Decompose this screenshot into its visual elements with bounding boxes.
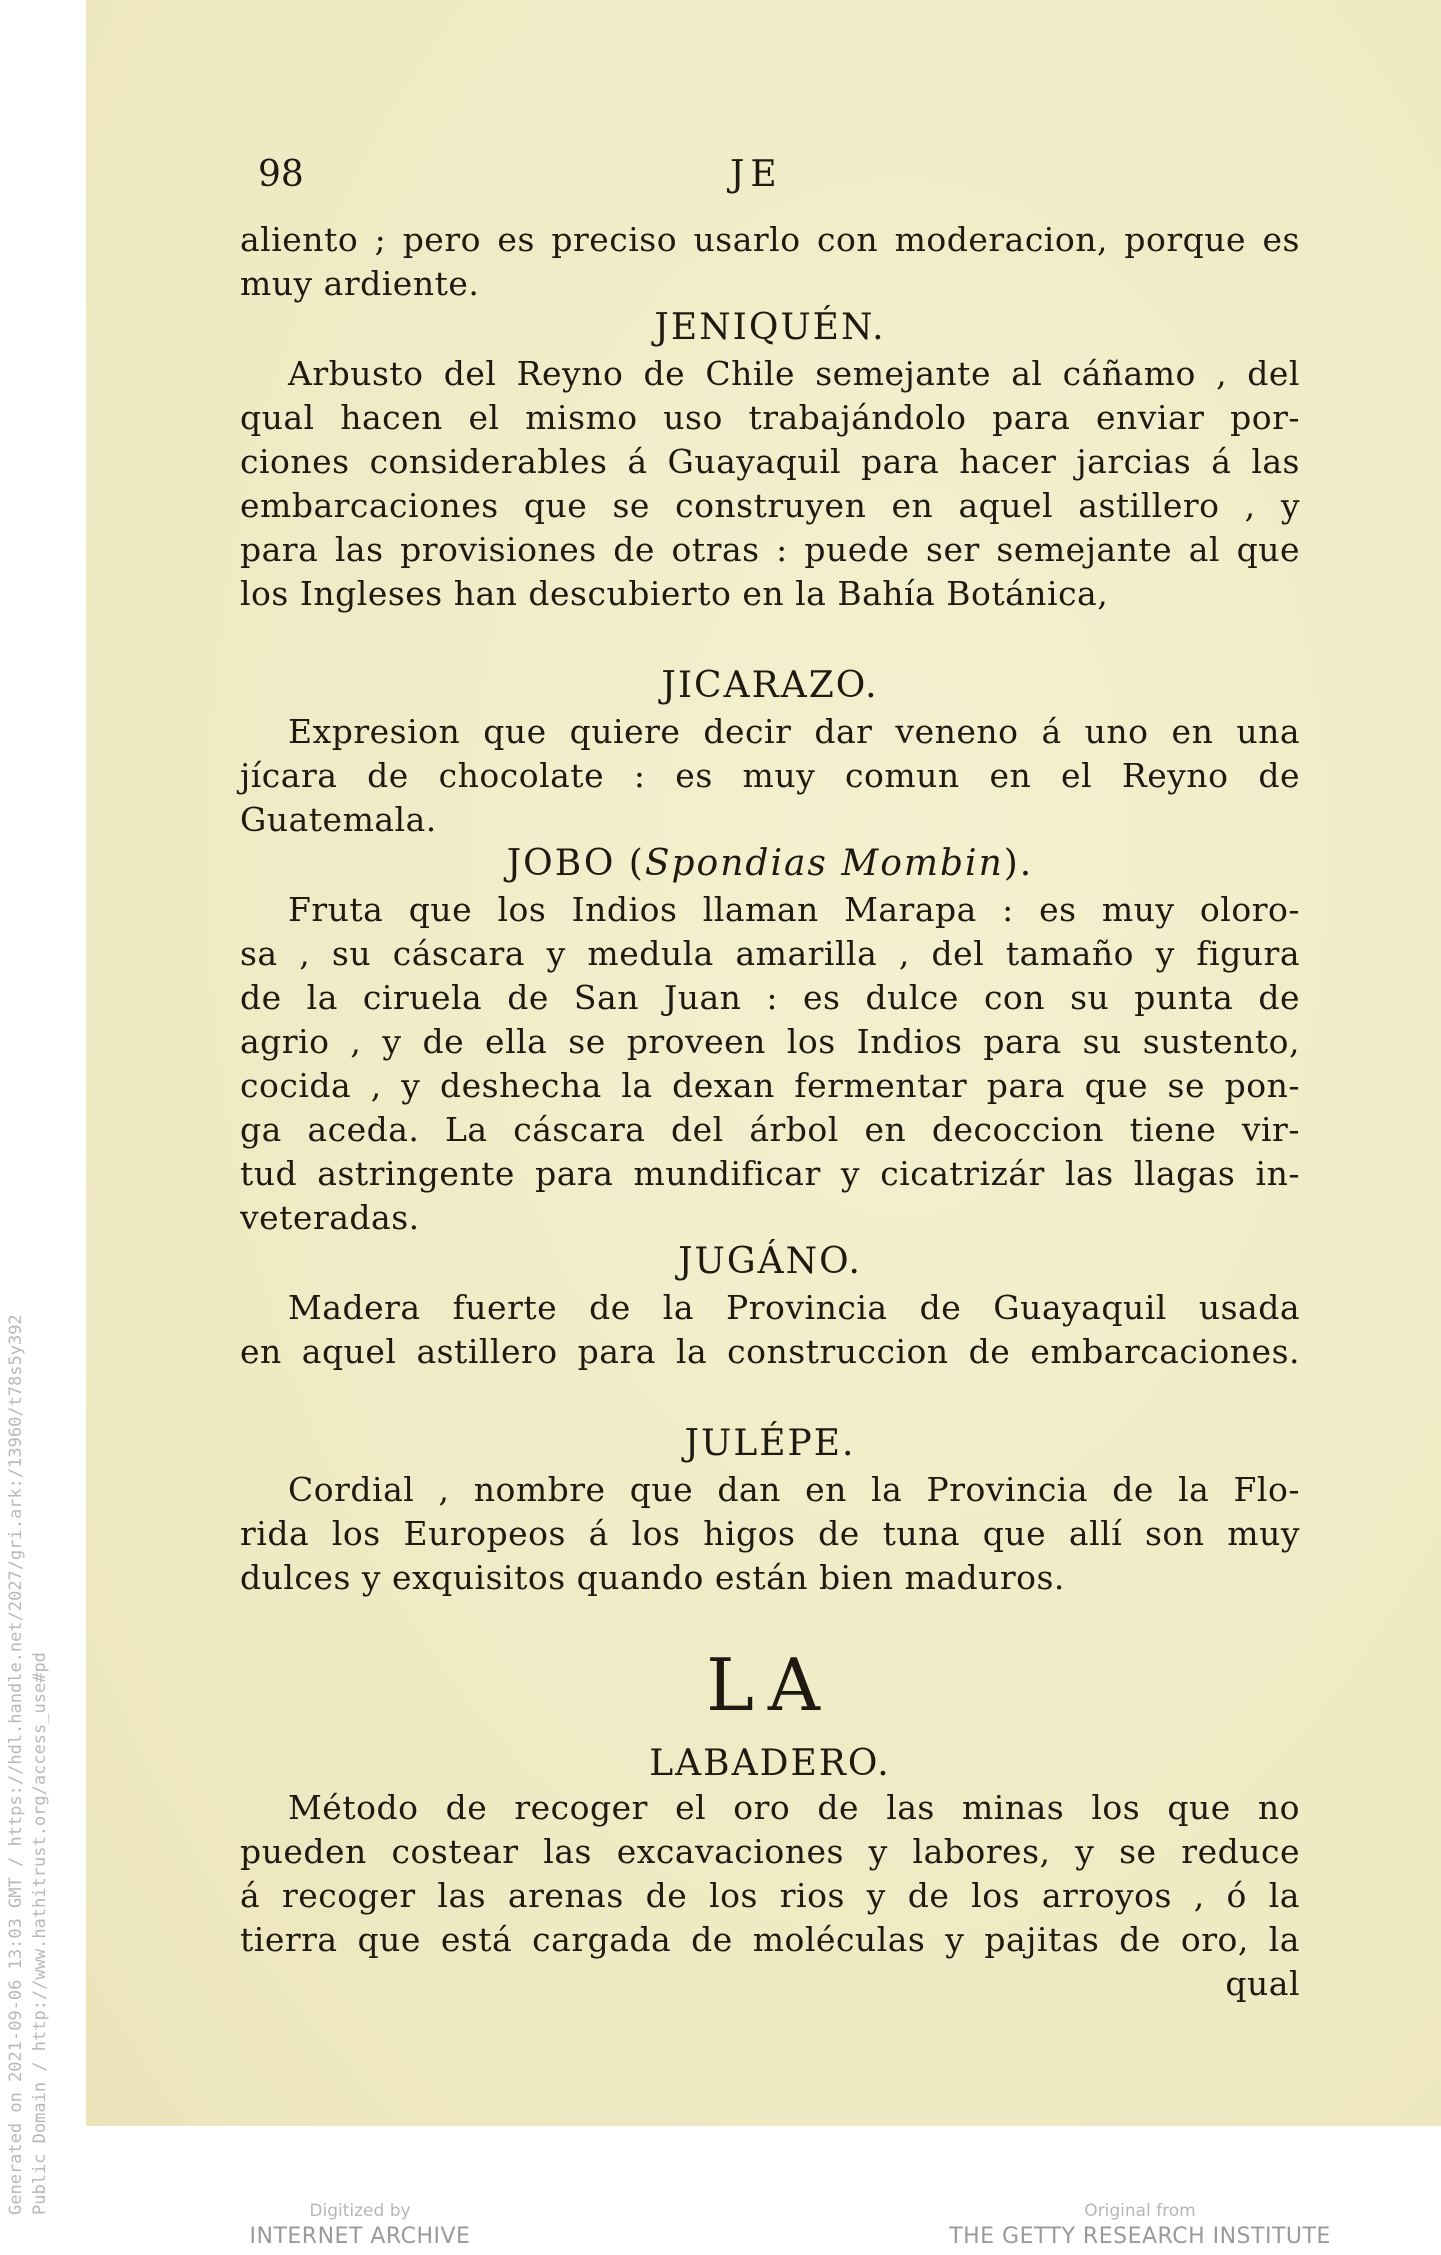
text-line: Fruta que los Indios llaman Marapa : es muy oloro-	[288, 890, 1300, 929]
text-line: agrio , y de ella se proveen los Indios para su sustento,	[240, 1022, 1300, 1061]
text-line: en aquel astillero para la construccion de embarcaciones.	[240, 1332, 1300, 1371]
text-line: dulces y exquisitos quando están bien maduros.	[240, 1558, 1065, 1597]
text-line: ciones considerables á Guayaquil para hacer jarcias á las	[240, 442, 1300, 481]
text-line: Arbusto del Reyno de Chile semejante al cáñamo , del	[288, 354, 1300, 393]
text-line: para las provisiones de otras : puede ser semejante al que	[240, 530, 1300, 569]
original-from-label: Original from	[1084, 2201, 1196, 2221]
internet-archive-label: INTERNET ARCHIVE	[249, 2224, 471, 2249]
getty-institute-label: THE GETTY RESEARCH INSTITUTE	[949, 2224, 1331, 2249]
text-line: qual hacen el mismo uso trabajándolo para enviar por-	[240, 398, 1300, 437]
text-line: Método de recoger el oro de las minas los que no	[288, 1788, 1300, 1827]
entry-heading-labadero: LABADERO.	[649, 1743, 891, 1784]
left-margin-strip	[0, 0, 86, 2255]
text-line: ga aceda. La cáscara del árbol en decoccion tiene vir-	[240, 1110, 1300, 1149]
side-notice	[6, 1035, 66, 2215]
entry-heading-jobo	[240, 840, 1300, 888]
jobo-scientific-name: Spondias Mombin	[644, 843, 1004, 884]
entry-heading-jugano: JUGÁNO.	[678, 1241, 862, 1282]
text-line: pueden costear las excavaciones y labores, y se reduce	[240, 1832, 1300, 1871]
text-line: embarcaciones que se construyen en aquel astillero , y	[240, 486, 1300, 525]
text-line: á recoger las arenas de los rios y de los arroyos , ó la	[240, 1876, 1300, 1915]
page-number: 98	[258, 154, 304, 195]
entry-heading-julepe: JULÉPE.	[684, 1423, 856, 1464]
section-heading-la: LA	[706, 1643, 834, 1727]
text-line: muy ardiente.	[240, 264, 480, 303]
text-line: tierra que está cargada de moléculas y pajitas de oro, la	[240, 1920, 1300, 1959]
text-line: Guatemala.	[240, 800, 437, 839]
jobo-heading-word: JOBO (	[506, 843, 645, 884]
text-line: de la ciruela de San Juan : es dulce con su punta de	[240, 978, 1300, 1017]
text-line: Madera fuerte de la Provincia de Guayaquil usada	[288, 1288, 1300, 1327]
catchword: qual	[1225, 1964, 1300, 2003]
text-line: cocida , y deshecha la dexan fermentar para que se pon-	[240, 1066, 1300, 1105]
text-line: Cordial , nombre que dan en la Provincia de la Flo-	[288, 1470, 1300, 1509]
text-line: sa , su cáscara y medula amarilla , del tamaño y figura	[240, 934, 1300, 973]
text-line: veteradas.	[240, 1198, 420, 1237]
original-from-credit	[870, 2200, 1410, 2252]
text-line: Expresion que quiere decir dar veneno á uno en una	[288, 712, 1300, 751]
entry-heading-jeniquen: JENIQUÉN.	[654, 307, 886, 348]
digitized-by-credit	[230, 2200, 490, 2252]
jobo-heading-end: ).	[1003, 843, 1034, 884]
entry-heading-jicarazo: JICARAZO.	[661, 665, 879, 706]
side-notice-line-2: Public Domain / http://www.hathitrust.org/access_use#pd	[30, 1652, 50, 2215]
digitized-by-label: Digitized by	[309, 2201, 411, 2221]
text-line: tud astringente para mundificar y cicatrizár las llagas in-	[240, 1154, 1300, 1193]
side-notice-line-1: Generated on 2021-09-06 13:03 GMT / https://hdl.handle.net/2027/gri.ark:/13960/t78s5y392	[6, 1314, 26, 2215]
text-line: aliento ; pero es preciso usarlo con moderacion, porque es	[240, 220, 1300, 259]
text-line: rida los Europeos á los higos de tuna que allí son muy	[240, 1514, 1300, 1553]
text-line: jícara de chocolate : es muy comun en el Reyno de	[240, 756, 1300, 795]
running-head: JE	[730, 154, 783, 195]
text-line: los Ingleses han descubierto en la Bahía Botánica,	[240, 574, 1109, 613]
